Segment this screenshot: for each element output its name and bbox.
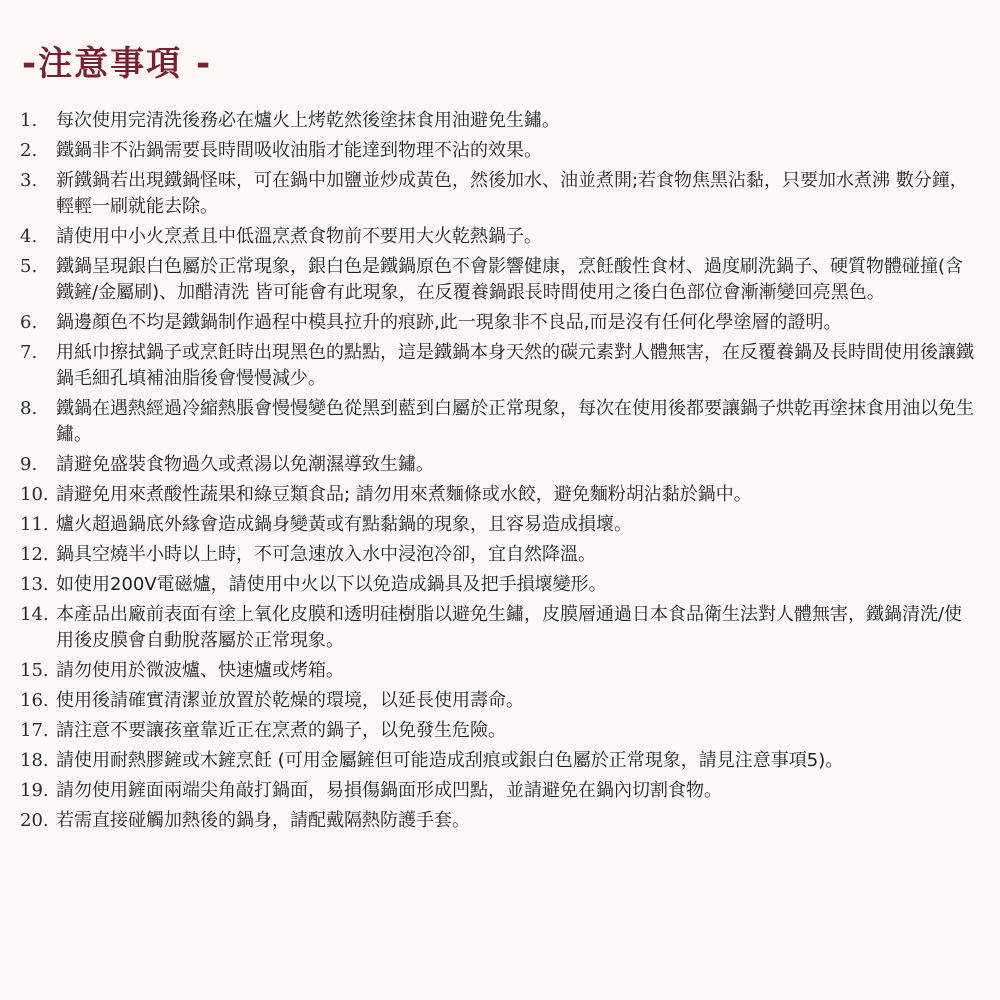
- item-number: 16.: [20, 690, 49, 711]
- item-text: 如使用200V電磁爐，請使用中火以下以免造成鍋具及把手損壞變形。: [56, 574, 607, 595]
- item-text: 請注意不要讓孩童靠近正在烹煮的鍋子，以免發生危險。: [56, 720, 506, 741]
- item-number: 8.: [20, 398, 38, 419]
- item-text: 鐵鍋在遇熱經過冷縮熱脹會慢慢變色從黑到藍到白屬於正常現象，每次在使用後都要讓鍋子烘乾再塗抹食用油以免生鏽。: [56, 398, 974, 445]
- list-item: [20, 718, 980, 744]
- list-item: [20, 340, 980, 392]
- item-text: 每次使用完清洗後務必在爐火上烤乾然後塗抹食用油避免生鏽。: [56, 110, 560, 131]
- list-item: [20, 808, 980, 834]
- item-number: 11.: [20, 514, 49, 535]
- item-text: 使用後請確實清潔並放置於乾燥的環境，以延長使用壽命。: [56, 690, 524, 711]
- list-item: [20, 748, 980, 774]
- item-text: 鍋邊顏色不均是鐵鍋制作過程中模具拉升的痕跡,此一現象非不良品,而是沒有任何化學塗層的證明。: [56, 312, 842, 333]
- item-number: 6.: [20, 312, 38, 333]
- list-item: [20, 602, 980, 654]
- item-text: 請使用耐熱膠鏟或木鏟烹飪 (可用金屬鏟但可能造成刮痕或銀白色屬於正常現象，請見注意事項5)。: [56, 750, 844, 771]
- item-number: 3.: [20, 170, 38, 191]
- item-text: 新鐵鍋若出現鐵鍋怪味，可在鍋中加鹽並炒成黃色，然後加水、油並煮開;若食物焦黑沾黏，只要加水煮沸 數分鐘，輕輕一刷就能去除。: [56, 170, 968, 217]
- item-number: 7.: [20, 342, 38, 363]
- list-item: [20, 168, 980, 220]
- item-number: 9.: [20, 454, 38, 475]
- list-item: [20, 778, 980, 804]
- item-number: 17.: [20, 720, 49, 741]
- list-item: [20, 310, 980, 336]
- item-number: 13.: [20, 574, 49, 595]
- page-title: -注意事項 -: [22, 44, 213, 84]
- list-item: [20, 452, 980, 478]
- item-text: 請勿使用於微波爐、快速爐或烤箱。: [56, 660, 344, 681]
- item-text: 鍋具空燒半小時以上時，不可急速放入水中浸泡冷卻，宜自然降溫。: [56, 544, 596, 565]
- list-item: [20, 224, 980, 250]
- item-number: 14.: [20, 604, 49, 625]
- item-number: 12.: [20, 544, 49, 565]
- item-text: 若需直接碰觸加熱後的鍋身，請配戴隔熱防護手套。: [56, 810, 470, 831]
- list-item: [20, 254, 980, 306]
- item-number: 5.: [20, 256, 38, 277]
- item-text: 請避免盛裝食物過久或煮湯以免潮濕導致生鏽。: [56, 454, 434, 475]
- list-item: [20, 572, 980, 598]
- list-item: [20, 512, 980, 538]
- item-text: 爐火超過鍋底外緣會造成鍋身變黃或有點黏鍋的現象，且容易造成損壞。: [56, 514, 632, 535]
- item-text: 請避免用來煮酸性蔬果和綠豆類食品; 請勿用來煮麵條或水餃，避免麵粉胡沾黏於鍋中。: [56, 484, 752, 505]
- list-item: [20, 396, 980, 448]
- list-item: [20, 108, 980, 134]
- list-item: [20, 482, 980, 508]
- item-number: 4.: [20, 226, 38, 247]
- item-text: 用紙巾擦拭鍋子或烹飪時出現黑色的點點，這是鐵鍋本身天然的碳元素對人體無害，在反覆養鍋及長時間使用後讓鐵鍋毛細孔填補油脂後會慢慢減少。: [56, 342, 974, 389]
- list-item: [20, 688, 980, 714]
- item-number: 15.: [20, 660, 49, 681]
- item-text: 請使用中小火烹煮且中低溫烹煮食物前不要用大火乾熱鍋子。: [56, 226, 542, 247]
- item-text: 鐵鍋呈現銀白色屬於正常現象，銀白色是鐵鍋原色不會影響健康，烹飪酸性食材、過度刷洗鍋子、硬質物體碰撞(含鐵鏟/金屬刷)、加醋清洗 皆可能會有此現象，在反覆養鍋跟長時間使用之後白色部位會漸漸變回亮黑色。: [56, 256, 964, 303]
- item-number: 18.: [20, 750, 49, 771]
- list-item: [20, 658, 980, 684]
- item-number: 20.: [20, 810, 49, 831]
- item-text: 請勿使用鏟面兩端尖角敲打鍋面，易損傷鍋面形成凹點，並請避免在鍋內切割食物。: [56, 780, 722, 801]
- item-text: 鐵鍋非不沾鍋需要長時間吸收油脂才能達到物理不沾的效果。: [56, 140, 542, 161]
- list-item: [20, 542, 980, 568]
- item-text: 本產品出廠前表面有塗上氧化皮膜和透明硅樹脂以避免生鏽，皮膜層通過日本食品衛生法對人體無害，鐵鍋清洗/使用後皮膜會自動脫落屬於正常現象。: [56, 604, 963, 651]
- item-number: 2.: [20, 140, 38, 161]
- item-number: 10.: [20, 484, 49, 505]
- item-number: 19.: [20, 780, 49, 801]
- notice-list: [20, 108, 980, 838]
- list-item: [20, 138, 980, 164]
- item-number: 1.: [20, 110, 38, 131]
